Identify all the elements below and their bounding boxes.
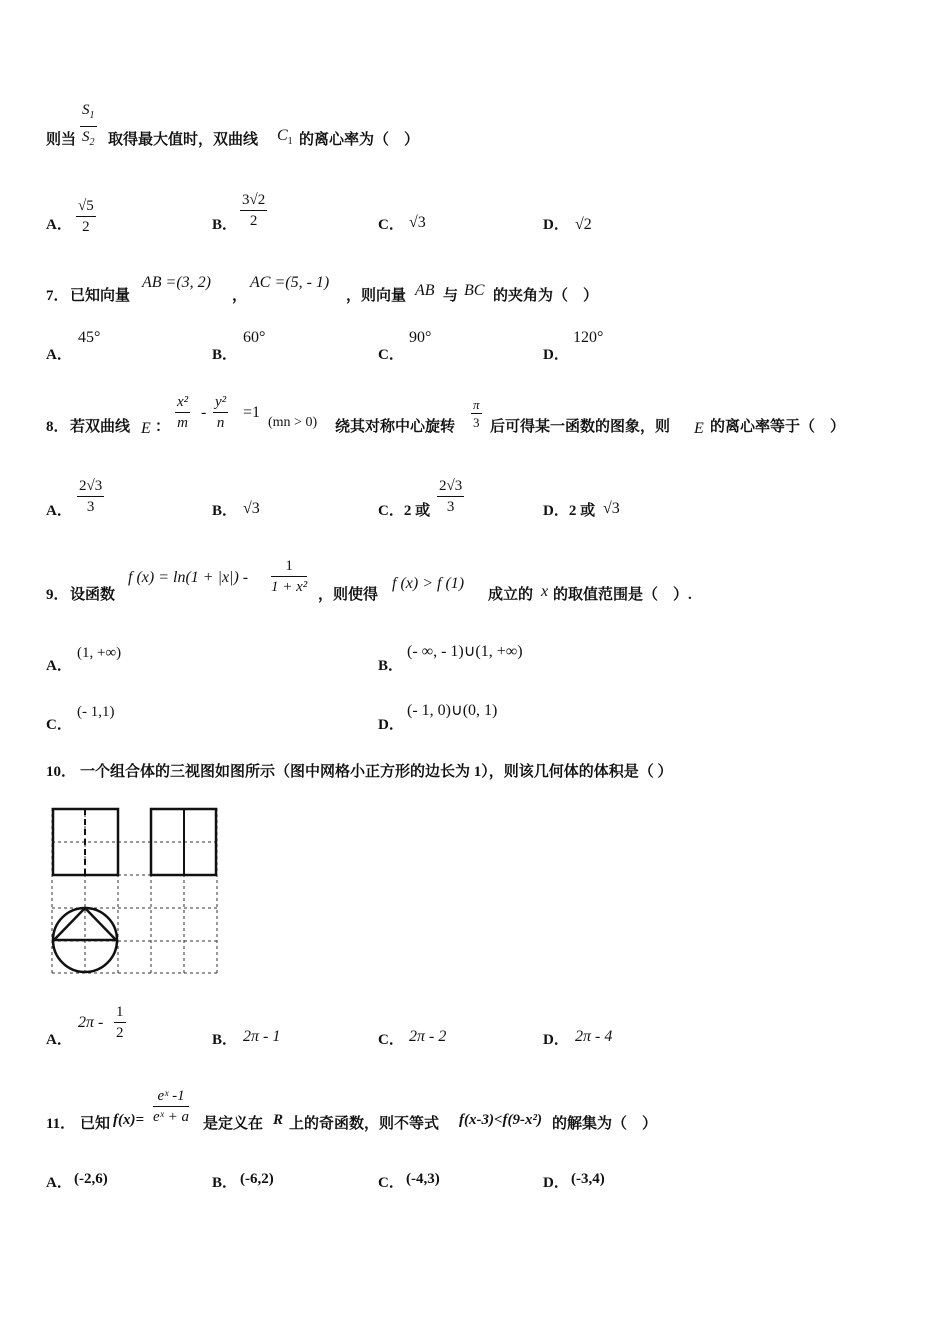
q8-text2: 绕其对称中心旋转: [335, 419, 456, 435]
q11-fraction: $\frac{\text{eˣ -1}}{\text{eˣ + a}}$: [153, 1088, 190, 1125]
q8-option-a-label: A．: [46, 503, 72, 519]
q8-fraction-x: $\frac{\text{x²}}{m}$: [177, 394, 189, 431]
q6-var: $C_1$: [277, 127, 293, 148]
q7-option-c-label: C．: [378, 347, 404, 363]
q10-option-d-label: D．: [543, 1032, 569, 1048]
q6-text-mid: 取得最大值时，双曲线: [108, 132, 259, 148]
q9-text2: ，则使得: [318, 587, 379, 603]
q11-text1: 已知: [80, 1116, 111, 1132]
q7-expr-ab: AB =(3, 2): [142, 274, 211, 291]
q11-fx: f(x)=: [113, 1112, 145, 1128]
q7-option-d-value: 120°: [573, 329, 604, 346]
q11-r: R: [273, 1112, 284, 1128]
q10-option-a-fraction: $\frac{1}{2}$: [116, 1004, 124, 1041]
q10-option-a-label: A．: [46, 1032, 72, 1048]
q8-rotation-fraction: $\frac{\pi}{3}$: [473, 397, 480, 430]
q9-option-d-value: (- 1, 0)∪(0, 1): [407, 702, 498, 719]
q8-number: 8．: [46, 419, 69, 435]
q6-ratio-fraction: $\frac{S_1}{S_2}$: [82, 102, 95, 148]
q8-var-e: E: [141, 420, 151, 437]
q8-text1: 若双曲线: [70, 419, 131, 435]
q9-option-b-label: B．: [378, 658, 404, 674]
q8-fraction-y: $\frac{\text{y²}}{n}$: [215, 394, 227, 431]
q11-inequality: f(x-3)<f(9-x²): [459, 1112, 543, 1128]
q11-option-a-value: (-2,6): [74, 1171, 108, 1187]
q8-option-d-value: √3: [603, 500, 620, 517]
q9-option-b-value: (- ∞, - 1)∪(1, +∞): [407, 643, 523, 660]
q6-option-c-label: C．: [378, 217, 404, 233]
q11-option-a-label: A．: [46, 1175, 72, 1191]
q7-option-b-value: 60°: [243, 329, 266, 346]
q6-option-d-value: √2: [575, 216, 592, 233]
q9-option-c-value: (- 1,1): [77, 704, 115, 720]
q10-text: 一个组合体的三视图如图所示（图中网格小正方形的边长为 1），则该几何体的体积是（ ）: [80, 764, 673, 780]
q9-fraction: $\frac{1}{\text{1 + x²}}$: [271, 558, 308, 595]
q11-option-b-label: B．: [212, 1175, 238, 1191]
q11-option-d-value: (-3,4): [571, 1171, 605, 1187]
q6-option-b-label: B．: [212, 217, 238, 233]
q9-text4: 的取值范围是（ ）.: [553, 587, 692, 603]
q9-text1: 设函数: [70, 587, 116, 603]
q10-option-d-value: 2π - 4: [575, 1028, 613, 1045]
q8-text4: 的离心率等于（ ）: [710, 419, 846, 435]
q9-option-a-label: A．: [46, 658, 72, 674]
q8-option-c-label: C．2 或: [378, 503, 431, 519]
q7-vector-ab: AB: [415, 282, 435, 299]
q9-number: 9．: [46, 587, 69, 603]
q10-option-b-value: 2π - 1: [243, 1028, 281, 1045]
q11-text3: 上的奇函数，则不等式: [289, 1116, 440, 1132]
q7-text1: 已知向量: [70, 288, 131, 304]
q10-option-c-label: C．: [378, 1032, 404, 1048]
q6-option-b-fraction: $\frac{3√2}{2}$: [242, 192, 266, 229]
q6-text-after: 的离心率为（ ）: [299, 132, 420, 148]
q9-inequality: f (x) > f (1): [392, 575, 465, 592]
q7-text3: 与: [443, 288, 459, 304]
q6-text-before: 则当: [46, 132, 77, 148]
q7-option-c-value: 90°: [409, 329, 432, 346]
q7-number: 7．: [46, 288, 69, 304]
q7-sep: ，: [232, 288, 248, 304]
q8-option-d-label: D．2 或: [543, 503, 596, 519]
q7-text2: ，则向量: [346, 288, 407, 304]
q9-option-c-label: C．: [46, 717, 72, 733]
q10-option-a-prefix: 2π -: [78, 1014, 104, 1031]
q8-minus: -: [201, 404, 207, 421]
q10-option-b-label: B．: [212, 1032, 238, 1048]
q8-text3: 后可得某一函数的图象，则: [490, 419, 671, 435]
q9-text3: 成立的: [488, 587, 534, 603]
q9-option-a-value: (1, +∞): [77, 645, 122, 661]
q6-option-a-label: A．: [46, 217, 72, 233]
q11-option-d-label: D．: [543, 1175, 569, 1191]
q7-option-a-label: A．: [46, 347, 72, 363]
q11-number: 11．: [46, 1116, 76, 1132]
q10-number: 10．: [46, 764, 77, 780]
q10-option-c-value: 2π - 2: [409, 1028, 447, 1045]
q8-option-b-value: √3: [243, 500, 260, 517]
q7-option-a-value: 45°: [78, 329, 101, 346]
q7-text4: 的夹角为（ ）: [493, 288, 599, 304]
q9-var-x: x: [541, 583, 549, 600]
q11-option-c-label: C．: [378, 1175, 404, 1191]
q9-option-d-label: D．: [378, 717, 404, 733]
q11-option-c-value: (-4,3): [406, 1171, 440, 1187]
q8-var-e2: E: [694, 420, 704, 437]
q8-colon: ：: [155, 419, 171, 435]
q11-text4: 的解集为（ ）: [552, 1116, 658, 1132]
q6-option-a-fraction: $\frac{√5}{2}$: [78, 198, 94, 235]
q6-option-c-value: √3: [409, 214, 426, 231]
q8-option-c-fraction: $\frac{2√3}{3}$: [439, 478, 463, 515]
q7-vector-bc: BC: [464, 282, 485, 299]
q8-option-b-label: B．: [212, 503, 238, 519]
q7-expr-ac: AC =(5, - 1): [250, 274, 330, 291]
q7-option-b-label: B．: [212, 347, 238, 363]
q8-eq: =1: [243, 404, 261, 421]
q11-option-b-value: (-6,2): [240, 1171, 274, 1187]
three-view-diagram: [50, 806, 220, 976]
q8-condition: (mn > 0): [268, 415, 318, 430]
q6-option-d-label: D．: [543, 217, 569, 233]
q11-text2: 是定义在: [203, 1116, 264, 1132]
q7-option-d-label: D．: [543, 347, 569, 363]
q8-option-a-fraction: $\frac{2√3}{3}$: [79, 478, 103, 515]
grid-lines: [52, 808, 217, 973]
q9-function-expr: f (x) = ln(1 + |x|) -: [128, 569, 249, 586]
